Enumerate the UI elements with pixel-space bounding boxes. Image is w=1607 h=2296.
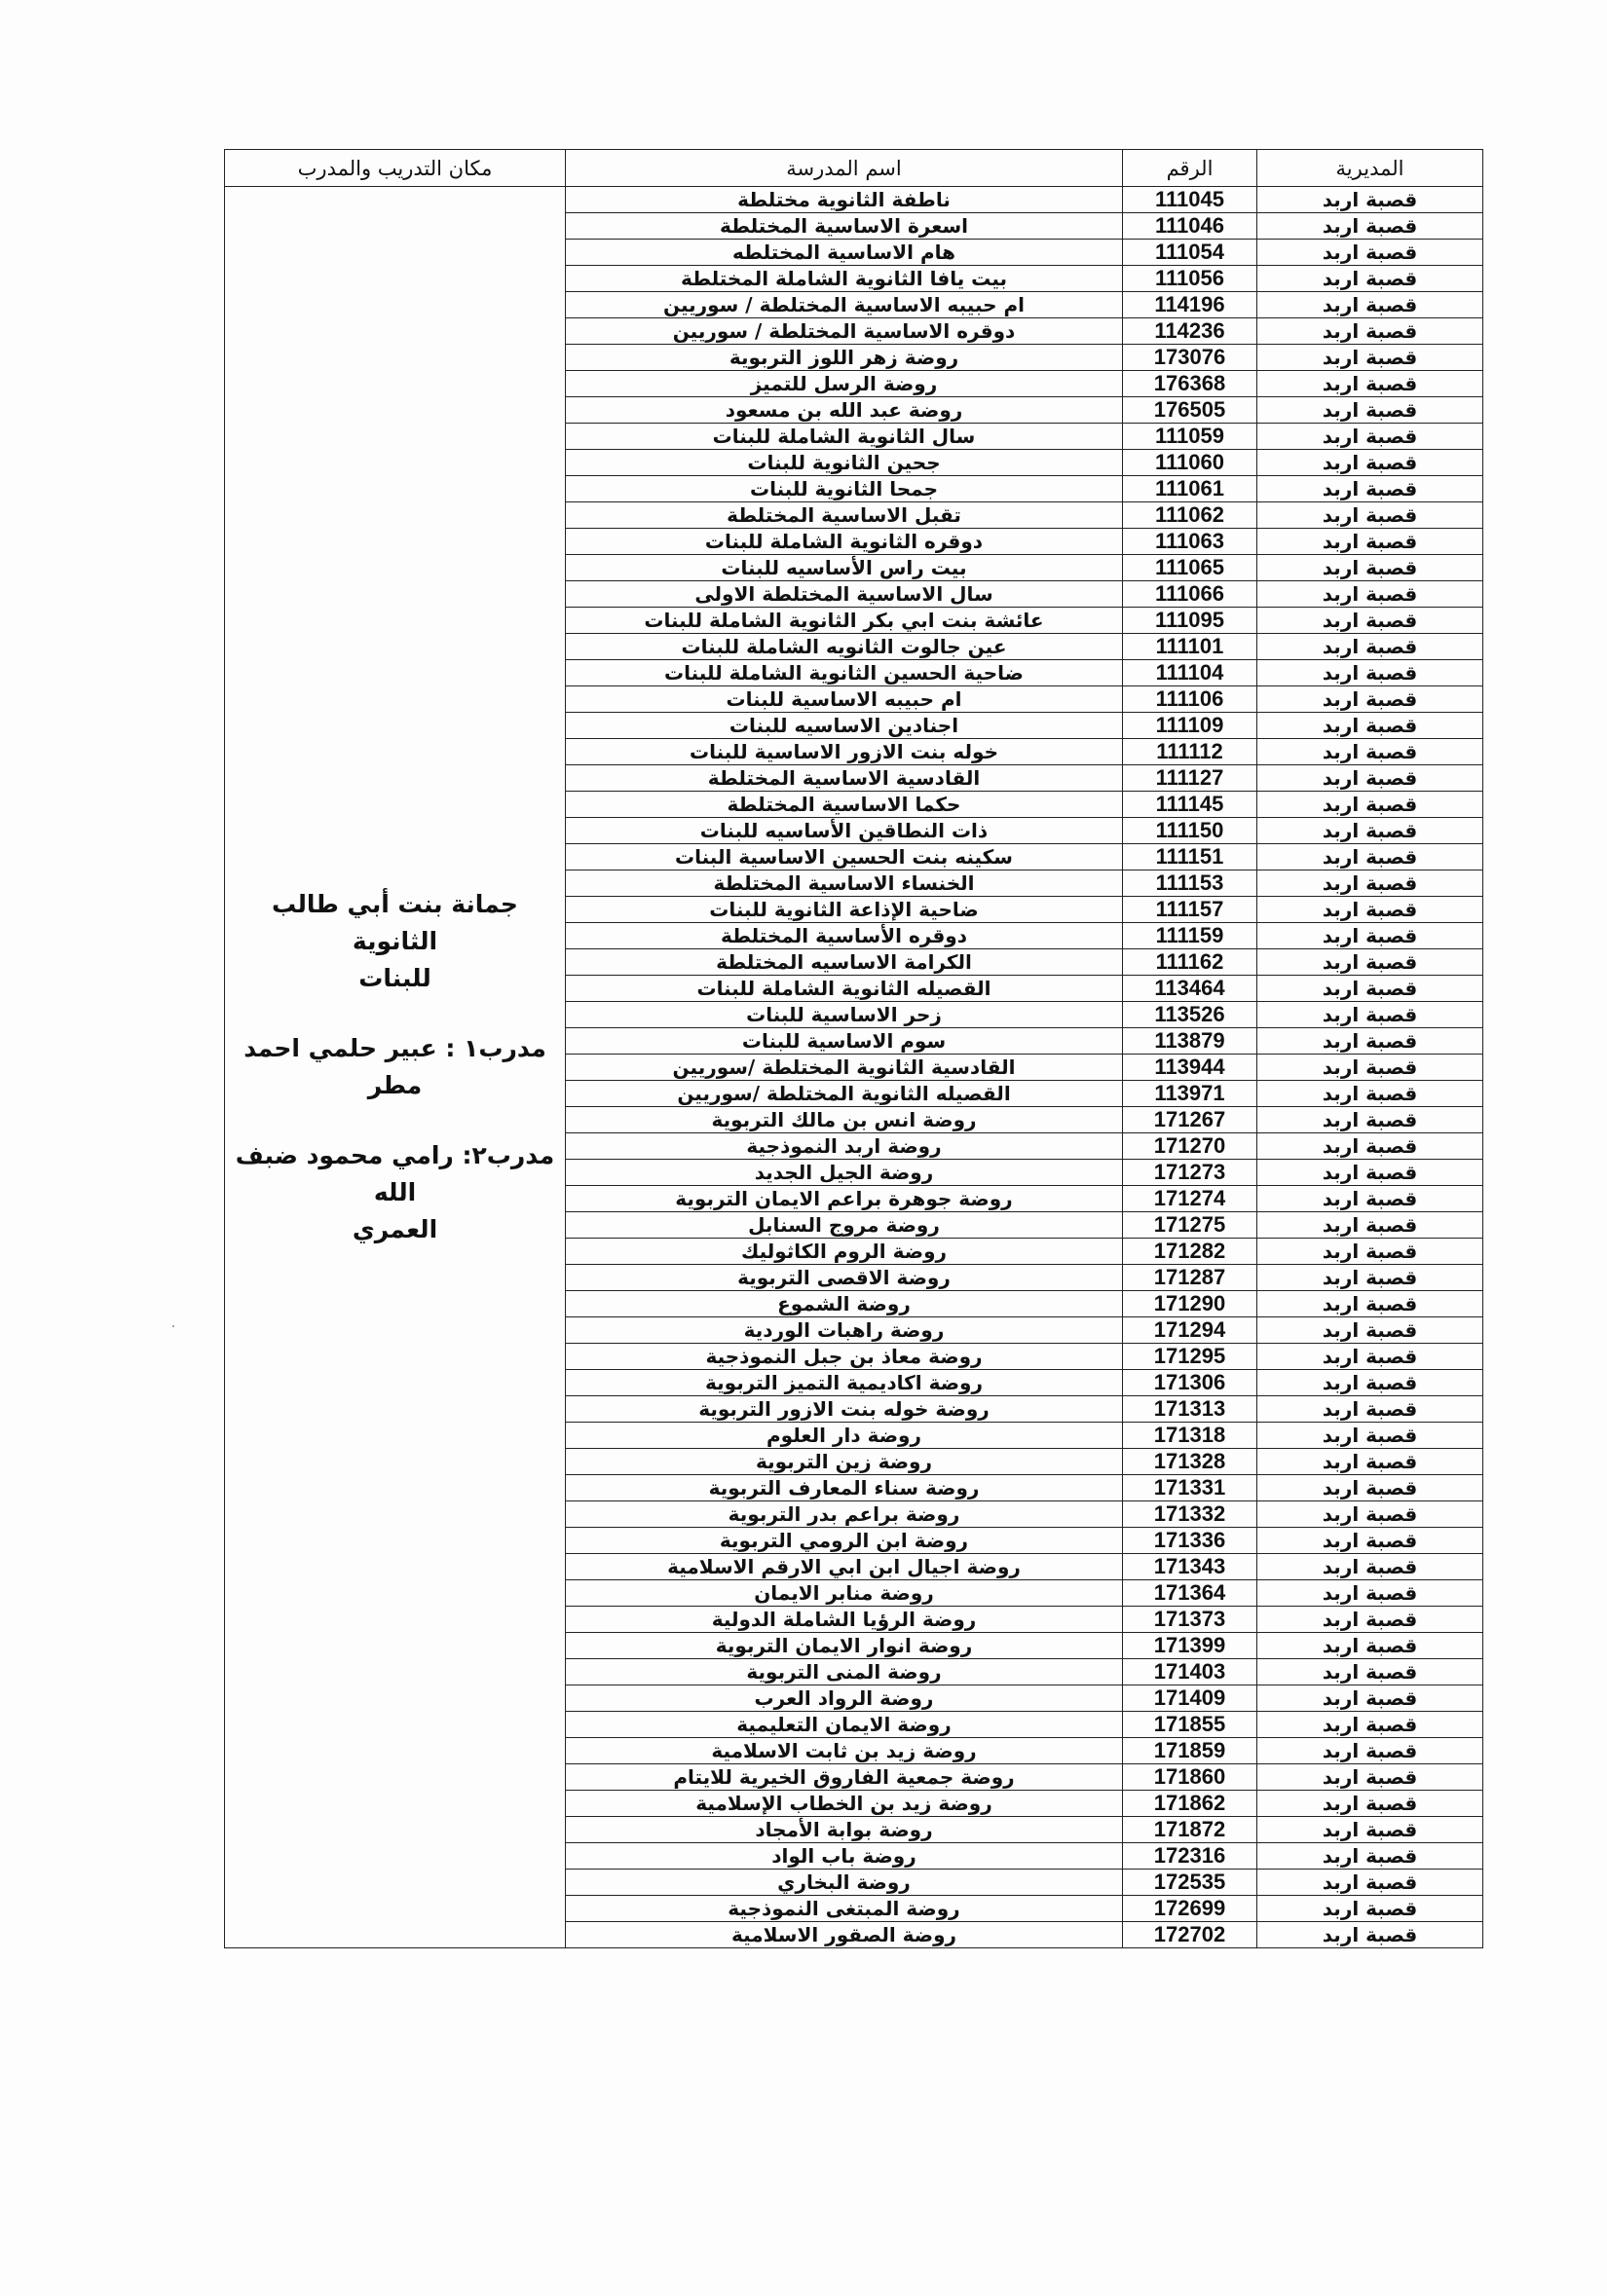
school-name-cell: روضة جمعية الفاروق الخيرية للايتام — [566, 1764, 1123, 1791]
school-number-cell: 171336 — [1123, 1528, 1257, 1554]
directorate-cell: قصبة اربد — [1257, 818, 1483, 844]
school-name-cell: روضة الايمان التعليمية — [566, 1712, 1123, 1738]
directorate-cell: قصبة اربد — [1257, 266, 1483, 292]
school-name-cell: بيت راس الأساسيه للبنات — [566, 555, 1123, 581]
table-row — [225, 187, 1483, 213]
school-number-cell: 171403 — [1123, 1659, 1257, 1685]
directorate-cell: قصبة اربد — [1257, 792, 1483, 818]
school-name-cell: الكرامة الاساسيه المختلطة — [566, 949, 1123, 976]
trainer-1: مدرب١ : عبير حلمي احمد مطر — [243, 1034, 546, 1099]
school-number-cell: 111150 — [1123, 818, 1257, 844]
school-name-cell: سكينه بنت الحسين الاساسية البنات — [566, 844, 1123, 870]
directorate-cell: قصبة اربد — [1257, 1317, 1483, 1344]
school-name-cell: روضة دار العلوم — [566, 1423, 1123, 1449]
directorate-cell: قصبة اربد — [1257, 976, 1483, 1002]
directorate-cell: قصبة اربد — [1257, 634, 1483, 660]
school-name-cell: روضة باب الواد — [566, 1843, 1123, 1870]
directorate-cell: قصبة اربد — [1257, 739, 1483, 765]
school-name-cell: القادسية الاساسية المختلطة — [566, 765, 1123, 792]
school-number-cell: 111062 — [1123, 502, 1257, 529]
school-number-cell: 111109 — [1123, 713, 1257, 739]
directorate-cell: قصبة اربد — [1257, 187, 1483, 213]
school-number-cell: 172316 — [1123, 1843, 1257, 1870]
school-name-cell: دوقره الأساسية المختلطة — [566, 923, 1123, 949]
directorate-cell: قصبة اربد — [1257, 1870, 1483, 1896]
school-number-cell: 113971 — [1123, 1081, 1257, 1107]
training-place-cell — [225, 187, 566, 1948]
school-number-cell: 171295 — [1123, 1344, 1257, 1370]
school-name-cell: عين جالوت الثانويه الشاملة للبنات — [566, 634, 1123, 660]
school-name-cell: ام حبيبه الاساسية للبنات — [566, 686, 1123, 713]
header-training-place: مكان التدريب والمدرب — [225, 150, 566, 187]
school-number-cell: 171294 — [1123, 1317, 1257, 1344]
directorate-cell: قصبة اربد — [1257, 897, 1483, 923]
school-number-cell: 111066 — [1123, 581, 1257, 608]
directorate-cell: قصبة اربد — [1257, 923, 1483, 949]
school-name-cell: روضة سناء المعارف التربوية — [566, 1475, 1123, 1501]
school-number-cell: 171855 — [1123, 1712, 1257, 1738]
directorate-cell: قصبة اربد — [1257, 1843, 1483, 1870]
school-name-cell: دوقره الاساسية المختلطة / سوريين — [566, 318, 1123, 345]
school-number-cell: 111054 — [1123, 240, 1257, 266]
school-name-cell: جحين الثانوية للبنات — [566, 450, 1123, 476]
school-number-cell: 111159 — [1123, 923, 1257, 949]
directorate-cell: قصبة اربد — [1257, 870, 1483, 897]
directorate-cell: قصبة اربد — [1257, 1580, 1483, 1607]
school-name-cell: القصيله الثانوية الشاملة للبنات — [566, 976, 1123, 1002]
directorate-cell: قصبة اربد — [1257, 1028, 1483, 1055]
school-name-cell: الخنساء الاساسية المختلطة — [566, 870, 1123, 897]
school-name-cell: روضة منابر الايمان — [566, 1580, 1123, 1607]
school-number-cell: 111104 — [1123, 660, 1257, 686]
school-name-cell: هام الاساسية المختلطه — [566, 240, 1123, 266]
school-number-cell: 111056 — [1123, 266, 1257, 292]
directorate-cell: قصبة اربد — [1257, 1344, 1483, 1370]
directorate-cell: قصبة اربد — [1257, 1212, 1483, 1239]
school-number-cell: 171273 — [1123, 1160, 1257, 1186]
school-name-cell: دوقره الثانوية الشاملة للبنات — [566, 529, 1123, 555]
school-number-cell: 111061 — [1123, 476, 1257, 502]
school-number-cell: 172535 — [1123, 1870, 1257, 1896]
directorate-cell: قصبة اربد — [1257, 1922, 1483, 1948]
school-number-cell: 111127 — [1123, 765, 1257, 792]
directorate-cell: قصبة اربد — [1257, 1607, 1483, 1633]
directorate-cell: قصبة اربد — [1257, 1712, 1483, 1738]
school-number-cell: 171287 — [1123, 1265, 1257, 1291]
school-number-cell: 171282 — [1123, 1239, 1257, 1265]
trainer-2-cont: العمري — [352, 1215, 438, 1243]
school-name-cell: ضاحية الحسين الثانوية الشاملة للبنات — [566, 660, 1123, 686]
school-number-cell: 114196 — [1123, 292, 1257, 318]
school-name-cell: ام حبيبه الاساسية المختلطة / سوريين — [566, 292, 1123, 318]
header-school-name: اسم المدرسة — [566, 150, 1123, 187]
school-number-cell: 111045 — [1123, 187, 1257, 213]
school-number-cell: 171313 — [1123, 1396, 1257, 1423]
directorate-cell: قصبة اربد — [1257, 1055, 1483, 1081]
school-number-cell: 171306 — [1123, 1370, 1257, 1396]
school-number-cell: 171274 — [1123, 1186, 1257, 1212]
directorate-cell: قصبة اربد — [1257, 1449, 1483, 1475]
school-number-cell: 171290 — [1123, 1291, 1257, 1317]
school-name-cell: جمحا الثانوية للبنات — [566, 476, 1123, 502]
directorate-cell: قصبة اربد — [1257, 1817, 1483, 1843]
school-number-cell: 111151 — [1123, 844, 1257, 870]
school-name-cell: روضة مروج السنابل — [566, 1212, 1123, 1239]
directorate-cell: قصبة اربد — [1257, 1764, 1483, 1791]
school-name-cell: روضة زيد بن الخطاب الإسلامية — [566, 1791, 1123, 1817]
school-name-cell: روضة الرؤيا الشاملة الدولية — [566, 1607, 1123, 1633]
directorate-cell: قصبة اربد — [1257, 345, 1483, 371]
school-name-cell: روضة اربد النموذجية — [566, 1133, 1123, 1160]
school-name-cell: روضة الرسل للتميز — [566, 371, 1123, 397]
directorate-cell: قصبة اربد — [1257, 318, 1483, 345]
school-number-cell: 171343 — [1123, 1554, 1257, 1580]
school-number-cell: 113879 — [1123, 1028, 1257, 1055]
school-number-cell: 171275 — [1123, 1212, 1257, 1239]
directorate-cell: قصبة اربد — [1257, 1501, 1483, 1528]
school-name-cell: عائشة بنت ابي بكر الثانوية الشاملة للبنات — [566, 608, 1123, 634]
school-name-cell: زحر الاساسية للبنات — [566, 1002, 1123, 1028]
school-name-cell: روضة انس بن مالك التربوية — [566, 1107, 1123, 1133]
directorate-cell: قصبة اربد — [1257, 213, 1483, 240]
directorate-cell: قصبة اربد — [1257, 555, 1483, 581]
school-number-cell: 111059 — [1123, 424, 1257, 450]
directorate-cell: قصبة اربد — [1257, 502, 1483, 529]
school-number-cell: 111095 — [1123, 608, 1257, 634]
directorate-cell: قصبة اربد — [1257, 1133, 1483, 1160]
directorate-cell: قصبة اربد — [1257, 292, 1483, 318]
directorate-cell: قصبة اربد — [1257, 1186, 1483, 1212]
directorate-cell: قصبة اربد — [1257, 1002, 1483, 1028]
school-name-cell: روضة ابن الرومي التربوية — [566, 1528, 1123, 1554]
directorate-cell: قصبة اربد — [1257, 765, 1483, 792]
school-name-cell: روضة اجيال ابن ابي الارقم الاسلامية — [566, 1554, 1123, 1580]
school-number-cell: 171364 — [1123, 1580, 1257, 1607]
schools-table — [224, 149, 1483, 1948]
training-school-name-cont: للبنات — [358, 964, 431, 992]
school-number-cell: 111162 — [1123, 949, 1257, 976]
school-number-cell: 171328 — [1123, 1449, 1257, 1475]
school-name-cell: روضة الشموع — [566, 1291, 1123, 1317]
school-number-cell: 111046 — [1123, 213, 1257, 240]
school-name-cell: روضة بوابة الأمجاد — [566, 1817, 1123, 1843]
directorate-cell: قصبة اربد — [1257, 686, 1483, 713]
school-number-cell: 111063 — [1123, 529, 1257, 555]
school-number-cell: 111145 — [1123, 792, 1257, 818]
header-row — [225, 150, 1483, 187]
header-number: الرقم — [1123, 150, 1257, 187]
school-number-cell: 171860 — [1123, 1764, 1257, 1791]
school-number-cell: 111106 — [1123, 686, 1257, 713]
directorate-cell: قصبة اربد — [1257, 1633, 1483, 1659]
school-number-cell: 111101 — [1123, 634, 1257, 660]
school-name-cell: روضة زين التربوية — [566, 1449, 1123, 1475]
school-number-cell: 171872 — [1123, 1817, 1257, 1843]
school-name-cell: روضة معاذ بن جبل النموذجية — [566, 1344, 1123, 1370]
directorate-cell: قصبة اربد — [1257, 1291, 1483, 1317]
school-name-cell: روضة عبد الله بن مسعود — [566, 397, 1123, 424]
school-name-cell: تقبل الاساسية المختلطة — [566, 502, 1123, 529]
school-number-cell: 113464 — [1123, 976, 1257, 1002]
school-number-cell: 171862 — [1123, 1791, 1257, 1817]
school-name-cell: القصيله الثانوية المختلطة /سوريين — [566, 1081, 1123, 1107]
directorate-cell: قصبة اربد — [1257, 660, 1483, 686]
directorate-cell: قصبة اربد — [1257, 424, 1483, 450]
directorate-cell: قصبة اربد — [1257, 1791, 1483, 1817]
school-name-cell: بيت يافا الثانوية الشاملة المختلطة — [566, 266, 1123, 292]
school-name-cell: ضاحية الإذاعة الثانوية للبنات — [566, 897, 1123, 923]
school-number-cell: 171331 — [1123, 1475, 1257, 1501]
directorate-cell: قصبة اربد — [1257, 713, 1483, 739]
table-body — [225, 187, 1483, 1948]
school-name-cell: روضة البخاري — [566, 1870, 1123, 1896]
school-name-cell: سال الثانوية الشاملة للبنات — [566, 424, 1123, 450]
school-name-cell: روضة المنى التربوية — [566, 1659, 1123, 1685]
school-number-cell: 113944 — [1123, 1055, 1257, 1081]
directorate-cell: قصبة اربد — [1257, 1554, 1483, 1580]
training-school-name: جمانة بنت أبي طالب الثانوية — [272, 890, 518, 955]
directorate-cell: قصبة اربد — [1257, 1081, 1483, 1107]
directorate-cell: قصبة اربد — [1257, 397, 1483, 424]
school-name-cell: روضة راهبات الوردية — [566, 1317, 1123, 1344]
school-name-cell: روضة جوهرة براعم الايمان التربوية — [566, 1186, 1123, 1212]
directorate-cell: قصبة اربد — [1257, 1265, 1483, 1291]
school-number-cell: 111112 — [1123, 739, 1257, 765]
school-number-cell: 172699 — [1123, 1896, 1257, 1922]
school-number-cell: 111153 — [1123, 870, 1257, 897]
directorate-cell: قصبة اربد — [1257, 476, 1483, 502]
school-name-cell: روضة الروم الكاثوليك — [566, 1239, 1123, 1265]
directorate-cell: قصبة اربد — [1257, 581, 1483, 608]
school-number-cell: 171399 — [1123, 1633, 1257, 1659]
directorate-cell: قصبة اربد — [1257, 1685, 1483, 1712]
directorate-cell: قصبة اربد — [1257, 1896, 1483, 1922]
school-number-cell: 171332 — [1123, 1501, 1257, 1528]
directorate-cell: قصبة اربد — [1257, 240, 1483, 266]
school-number-cell: 111065 — [1123, 555, 1257, 581]
school-name-cell: اجنادين الاساسيه للبنات — [566, 713, 1123, 739]
directorate-cell: قصبة اربد — [1257, 1738, 1483, 1764]
school-number-cell: 172702 — [1123, 1922, 1257, 1948]
school-number-cell: 111060 — [1123, 450, 1257, 476]
directorate-cell: قصبة اربد — [1257, 949, 1483, 976]
directorate-cell: قصبة اربد — [1257, 1370, 1483, 1396]
directorate-cell: قصبة اربد — [1257, 1239, 1483, 1265]
school-name-cell: روضة الجيل الجديد — [566, 1160, 1123, 1186]
header-directorate: المديرية — [1257, 150, 1483, 187]
directorate-cell: قصبة اربد — [1257, 1423, 1483, 1449]
school-number-cell: 171409 — [1123, 1685, 1257, 1712]
school-number-cell: 171859 — [1123, 1738, 1257, 1764]
directorate-cell: قصبة اربد — [1257, 1107, 1483, 1133]
school-name-cell: خوله بنت الازور الاساسية للبنات — [566, 739, 1123, 765]
school-name-cell: روضة المبتغى النموذجية — [566, 1896, 1123, 1922]
school-name-cell: حكما الاساسية المختلطة — [566, 792, 1123, 818]
directorate-cell: قصبة اربد — [1257, 1475, 1483, 1501]
school-number-cell: 176505 — [1123, 397, 1257, 424]
school-name-cell: اسعرة الاساسية المختلطة — [566, 213, 1123, 240]
school-name-cell: روضة زيد بن ثابت الاسلامية — [566, 1738, 1123, 1764]
school-name-cell: روضة خوله بنت الازور التربوية — [566, 1396, 1123, 1423]
school-number-cell: 111157 — [1123, 897, 1257, 923]
directorate-cell: قصبة اربد — [1257, 1528, 1483, 1554]
directorate-cell: قصبة اربد — [1257, 529, 1483, 555]
school-number-cell: 173076 — [1123, 345, 1257, 371]
directorate-cell: قصبة اربد — [1257, 450, 1483, 476]
school-name-cell: روضة الاقصى التربوية — [566, 1265, 1123, 1291]
school-name-cell: روضة زهر اللوز التربوية — [566, 345, 1123, 371]
directorate-cell: قصبة اربد — [1257, 608, 1483, 634]
school-number-cell: 171267 — [1123, 1107, 1257, 1133]
directorate-cell: قصبة اربد — [1257, 371, 1483, 397]
school-number-cell: 113526 — [1123, 1002, 1257, 1028]
school-name-cell: روضة انوار الايمان التربوية — [566, 1633, 1123, 1659]
school-number-cell: 176368 — [1123, 371, 1257, 397]
directorate-cell: قصبة اربد — [1257, 1396, 1483, 1423]
school-number-cell: 171373 — [1123, 1607, 1257, 1633]
scan-speck — [172, 1325, 174, 1327]
school-name-cell: سوم الاساسية للبنات — [566, 1028, 1123, 1055]
school-name-cell: روضة اكاديمية التميز التربوية — [566, 1370, 1123, 1396]
directorate-cell: قصبة اربد — [1257, 844, 1483, 870]
school-name-cell: روضة الصقور الاسلامية — [566, 1922, 1123, 1948]
school-name-cell: ناطفة الثانوية مختلطة — [566, 187, 1123, 213]
school-number-cell: 114236 — [1123, 318, 1257, 345]
school-name-cell: القادسية الثانوية المختلطة /سوريين — [566, 1055, 1123, 1081]
school-name-cell: سال الاساسية المختلطة الاولى — [566, 581, 1123, 608]
school-number-cell: 171270 — [1123, 1133, 1257, 1160]
trainer-2: مدرب٢: رامي محمود ضبف الله — [235, 1141, 555, 1206]
directorate-cell: قصبة اربد — [1257, 1160, 1483, 1186]
school-name-cell: روضة الرواد العرب — [566, 1685, 1123, 1712]
school-number-cell: 171318 — [1123, 1423, 1257, 1449]
school-name-cell: ذات النطاقين الأساسيه للبنات — [566, 818, 1123, 844]
directorate-cell: قصبة اربد — [1257, 1659, 1483, 1685]
school-name-cell: روضة براعم بدر التربوية — [566, 1501, 1123, 1528]
